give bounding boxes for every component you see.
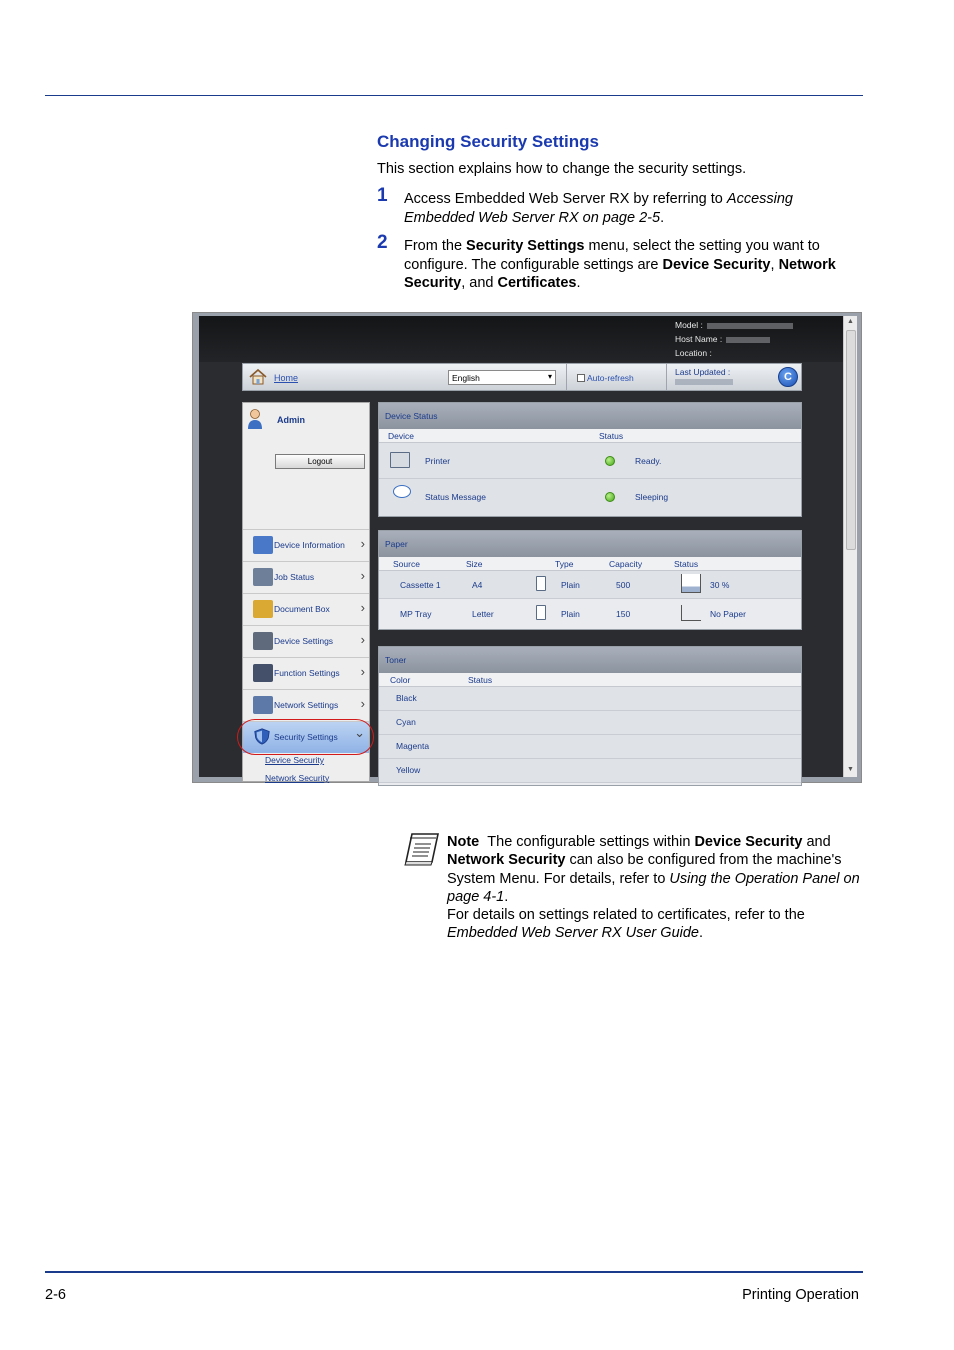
step-number: 2 bbox=[377, 232, 388, 253]
chevron-down-icon: ⌄ bbox=[354, 725, 365, 740]
logout-button[interactable]: Logout bbox=[275, 454, 365, 469]
divider bbox=[566, 364, 567, 390]
status-ok-icon bbox=[605, 492, 615, 502]
menu-item-document-box[interactable]: Document Box › bbox=[243, 593, 369, 625]
device-settings-icon bbox=[253, 632, 273, 650]
top-toolbar bbox=[242, 363, 802, 391]
device-header bbox=[199, 316, 849, 362]
device-info: Model : Host Name : Location : bbox=[675, 318, 793, 360]
scroll-thumb[interactable] bbox=[846, 330, 856, 550]
menu-item-function-settings[interactable]: Function Settings › bbox=[243, 657, 369, 689]
chevron-right-icon: › bbox=[360, 536, 365, 551]
paper-sheet-icon bbox=[536, 605, 546, 620]
page-number: 2-6 bbox=[45, 1287, 66, 1303]
device-info-icon bbox=[253, 536, 273, 554]
submenu-device-security[interactable]: Device Security bbox=[265, 755, 325, 765]
toner-panel bbox=[378, 646, 802, 786]
note-label: Note bbox=[447, 834, 480, 850]
web-server-screenshot bbox=[192, 312, 862, 783]
panel-title: Toner bbox=[379, 647, 801, 673]
paper-row-cassette: Cassette 1 A4 Plain 500 30 % bbox=[379, 571, 801, 599]
column-headers: Source Size Type Capacity Status bbox=[379, 557, 801, 571]
chapter-title: Printing Operation bbox=[742, 1287, 859, 1303]
status-row-message: Status Message Sleeping bbox=[379, 479, 801, 516]
status-row-printer: Printer Ready. bbox=[379, 443, 801, 479]
toner-row: Yellow bbox=[379, 759, 801, 783]
chevron-right-icon: › bbox=[360, 600, 365, 615]
panel-title: Paper bbox=[379, 531, 801, 557]
section-intro: This section explains how to change the security settings. bbox=[377, 161, 747, 177]
divider bbox=[666, 364, 667, 390]
admin-name: Admin bbox=[277, 415, 305, 425]
step-number: 1 bbox=[377, 185, 388, 206]
network-settings-icon bbox=[253, 696, 273, 714]
highlight-circle bbox=[237, 719, 374, 755]
toner-row: Black bbox=[379, 687, 801, 711]
home-link[interactable]: Home bbox=[274, 373, 299, 383]
device-status-panel bbox=[378, 402, 802, 517]
panel-title: Device Status bbox=[379, 403, 801, 429]
submenu-network-security[interactable]: Network Security bbox=[265, 773, 330, 783]
toner-row: Magenta bbox=[379, 735, 801, 759]
status-ok-icon bbox=[605, 456, 615, 466]
paper-panel bbox=[378, 530, 802, 630]
cross-reference[interactable]: Using the Operation Panel on page 4-1 bbox=[447, 870, 860, 905]
job-status-icon bbox=[253, 568, 273, 586]
last-updated-value bbox=[675, 379, 733, 385]
step-2 bbox=[377, 232, 863, 293]
refresh-icon[interactable]: C bbox=[778, 367, 798, 387]
menu-item-security-settings[interactable]: Security Settings ⌄ bbox=[243, 721, 369, 753]
chevron-right-icon: › bbox=[360, 664, 365, 679]
function-settings-icon bbox=[253, 664, 273, 682]
footer-rule bbox=[45, 1271, 863, 1273]
chevron-right-icon: › bbox=[360, 696, 365, 711]
paper-sheet-icon bbox=[536, 576, 546, 591]
chevron-right-icon: › bbox=[360, 632, 365, 647]
menu-item-device-information[interactable]: Device Information › bbox=[243, 529, 369, 561]
printer-icon bbox=[390, 452, 410, 468]
column-headers: Color Status bbox=[379, 673, 801, 687]
note-text: Note The configurable settings within Device Security and Network Security can also be configured from the machine's System Menu. For details, refer to Using the Operation Panel on page 4-1. For details on settings related to certificates, refer to the Embedded Web Server RX User Guide. bbox=[447, 834, 860, 942]
admin-user-icon bbox=[247, 408, 263, 430]
main-menu bbox=[243, 529, 369, 753]
browser-viewport bbox=[199, 316, 849, 783]
menu-item-device-settings[interactable]: Device Settings › bbox=[243, 625, 369, 657]
step-1 bbox=[377, 185, 863, 227]
note-icon bbox=[403, 832, 441, 866]
cross-reference[interactable]: Accessing Embedded Web Server RX on page 2-5 bbox=[404, 191, 793, 226]
vertical-scrollbar[interactable] bbox=[843, 316, 857, 777]
language-select[interactable]: English ▾ bbox=[448, 370, 556, 385]
header-rule bbox=[45, 95, 863, 96]
scroll-down-icon[interactable]: ▼ bbox=[847, 766, 854, 773]
home-icon[interactable] bbox=[249, 368, 267, 386]
cross-reference[interactable]: Embedded Web Server RX User Guide bbox=[447, 925, 699, 942]
last-updated-label: Last Updated : bbox=[675, 367, 731, 377]
left-navigation bbox=[242, 402, 370, 782]
step-text: Access Embedded Web Server RX by referring to Accessing Embedded Web Server RX on page 2-5. bbox=[404, 191, 793, 226]
chevron-right-icon: › bbox=[360, 568, 365, 583]
column-headers: Device Status bbox=[379, 429, 801, 443]
auto-refresh-checkbox[interactable]: Auto-refresh bbox=[577, 373, 634, 383]
paper-level-icon bbox=[681, 574, 701, 593]
chevron-down-icon: ▾ bbox=[547, 372, 552, 381]
step-text: From the Security Settings menu, select the setting you want to configure. The configurable settings are Device Security, Network Security, and Certificates. bbox=[404, 238, 836, 291]
mp-tray-icon bbox=[681, 605, 701, 621]
section-heading: Changing Security Settings bbox=[377, 132, 599, 151]
speech-bubble-icon bbox=[393, 485, 411, 498]
paper-row-mptray: MP Tray Letter Plain 150 No Paper bbox=[379, 599, 801, 629]
toner-row: Cyan bbox=[379, 711, 801, 735]
document-box-icon bbox=[253, 600, 273, 618]
menu-item-job-status[interactable]: Job Status › bbox=[243, 561, 369, 593]
scroll-up-icon[interactable]: ▲ bbox=[847, 318, 854, 325]
menu-item-network-settings[interactable]: Network Settings › bbox=[243, 689, 369, 721]
